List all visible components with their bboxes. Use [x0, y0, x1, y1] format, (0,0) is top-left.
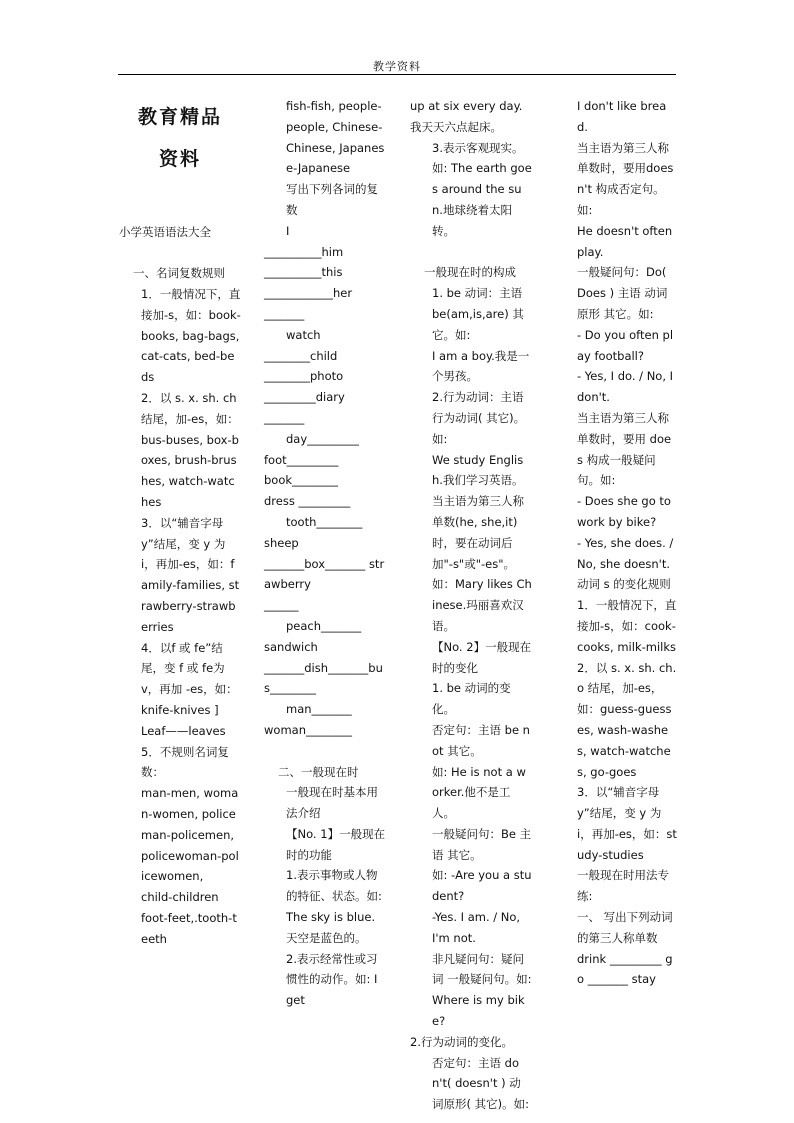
- text-line: Leaf——leaves: [141, 723, 226, 738]
- text-line: 一般现在时基本用法介绍: [286, 785, 378, 821]
- text-line: - Do you often play football?: [577, 327, 674, 363]
- text-line: ____________her: [264, 286, 353, 301]
- text-line: day_________: [286, 431, 359, 446]
- text-line: We study English.我们学习英语。: [432, 452, 524, 488]
- text-line: 【No. 2】一般现在时的变化: [432, 639, 532, 675]
- text-line: man-men, woman-women, policeman-policemen, policewoman-policewomen,: [141, 786, 239, 884]
- text-line: 2．以 s. x. sh. ch 结尾，加-es，如：bus-buses, box-boxes, brush-brushes, watch-watches: [141, 390, 239, 509]
- text-line: 非凡疑问句：疑问词 一般疑问句。如: Where is my bike?: [432, 951, 532, 1029]
- text-line: 小学英语语法大全: [119, 224, 211, 239]
- text-line: 一般疑问句：Be 主语 其它。: [432, 826, 532, 862]
- text-line: child-children: [141, 890, 219, 905]
- text-column-2: [264, 96, 386, 1011]
- text-line: _______dish_______bus________: [264, 660, 383, 696]
- text-line: foot-feet,.tooth-teeth: [141, 910, 237, 946]
- text-line: 1．一般情况下，直接加-s，如：cook-cooks, milk-milks: [577, 598, 677, 654]
- text-line: _______: [264, 306, 305, 321]
- text-line: 二、一般现在时: [278, 764, 359, 779]
- text-line: book________: [264, 473, 339, 488]
- text-line: sandwich: [264, 639, 318, 654]
- text-line: 3．以“辅音字母 y”结尾，变 y 为 i，再加-es，如：family-families, strawberry-strawberries: [141, 515, 240, 634]
- text-line: foot_________: [264, 452, 339, 467]
- text-column-3: [410, 96, 532, 1115]
- text-line: 【No. 1】一般现在时的功能: [286, 826, 386, 862]
- text-line: up at six every day. 我天天六点起床。: [410, 99, 523, 134]
- text-line: sheep: [264, 535, 299, 550]
- text-line: ________child: [264, 348, 338, 363]
- spacer: [119, 201, 241, 222]
- text-line: man_______: [286, 702, 352, 717]
- text-line: __________him: [264, 244, 344, 259]
- text-line: 一、名词复数规则: [133, 266, 225, 281]
- text-line: 1．一般情况下，直接加-s，如：book-books, bag-bags,cat-cats, bed-beds: [141, 286, 241, 385]
- text-line: I am a boy.我是一个男孩。: [432, 348, 530, 384]
- text-line: dress _________: [264, 494, 351, 509]
- spacer: [410, 242, 532, 263]
- text-line: peach_______: [286, 618, 362, 633]
- brand-heading: 资料: [158, 148, 201, 170]
- text-line: I: [286, 223, 290, 238]
- text-line: 如: He is not a worker.他不是工人。: [432, 764, 526, 821]
- text-line: I don't like bread.: [577, 99, 667, 134]
- text-line: _______box_______ strawberry: [264, 556, 385, 592]
- text-line: 1. be 动词的变化。: [432, 681, 511, 717]
- text-line: 3．以“辅音字母 y”结尾，变 y 为 i，再加-es，如：study-studies: [577, 785, 677, 862]
- text-column-4: [555, 96, 677, 990]
- text-line: 一、 写出下列动词的第三人称单数: [577, 910, 673, 945]
- text-line: 一般疑问句：Do( Does ) 主语 动词原形 其它。如:: [577, 265, 668, 321]
- text-line: 动词 s 的变化规则: [577, 577, 671, 592]
- text-line: - Yes, I do. / No, I don't.: [577, 369, 674, 405]
- text-line: tooth________: [286, 514, 363, 529]
- text-line: He doesn't often play.: [577, 223, 673, 259]
- text-line: drink _________ go _______ stay: [577, 951, 673, 987]
- spacer: [264, 741, 386, 762]
- text-line: fish-fish, people-people, Chinese-Chinese, Japanese-Japanese: [286, 99, 385, 176]
- text-line: 如: -Are you a student?: [432, 868, 532, 904]
- text-line: 一般现在时的构成: [424, 265, 516, 280]
- text-line: 当主语为第三人称单数时，要用 does 构成一般疑问句。如:: [577, 410, 672, 488]
- text-line: 2.行为动词的变化。: [410, 1034, 513, 1049]
- text-line: 2．以 s. x. sh. ch. o 结尾，加-es，如：guess-guesses, wash-washes, watch-watches, go-goes: [577, 660, 677, 779]
- text-line: 5．不规则名词复数：: [141, 744, 229, 780]
- text-line: -Yes. I am. / No, I'm not.: [432, 910, 521, 945]
- text-line: 2.行为动词：主语 行为动词( 其它)。如:: [432, 390, 526, 446]
- text-line: _______: [264, 410, 305, 425]
- text-line: 当主语为第三人称单数(he, she,it)时，要在动词后加"-s"或"-es"。如：Mary likes Chinese.玛丽喜欢汉语。: [432, 494, 532, 633]
- text-line: 2.表示经常性或习惯性的动作。如: I get: [286, 951, 378, 1008]
- text-line: 1.表示事物或人物的特征、状态。如: The sky is blue.天空是蓝色的。: [286, 868, 382, 945]
- text-line: 写出下列各词的复数: [286, 182, 378, 217]
- header-divider: [118, 74, 676, 75]
- text-line: 否定句：主语 be not 其它。: [432, 722, 530, 758]
- spacer: [119, 180, 241, 201]
- text-line: 1. be 动词：主语 be(am,is,are) 其它。如:: [432, 286, 524, 342]
- brand-heading: 教育精品: [137, 106, 222, 128]
- text-line: ________photo: [264, 369, 344, 384]
- text-line: 4．以f 或 fe”结尾，变 f 或 fe为 v，再加 -es，如：knife-knives ]: [141, 640, 238, 717]
- text-line: watch: [286, 327, 321, 342]
- spacer: [119, 242, 241, 263]
- text-line: 一般现在时用法专练:: [577, 868, 669, 904]
- page-header-title: 教学资料: [373, 60, 421, 73]
- text-line: ______: [264, 598, 299, 613]
- text-line: 否定句：主语 don't( doesn't ) 动词原形( 其它)。如:: [432, 1055, 530, 1112]
- text-line: - Yes, she does. / No, she doesn't.: [577, 535, 674, 571]
- text-line: 3.表示客观现实。如: The earth goes around the sun.地球绕着太阳转。: [432, 140, 532, 238]
- text-line: __________this: [264, 265, 343, 280]
- text-line: _________diary: [264, 390, 345, 405]
- text-column-1: [119, 96, 241, 949]
- text-line: 当主语为第三人称单数时，要用doesn't 构成否定句。如:: [577, 140, 674, 217]
- text-line: - Does she go to work by bike?: [577, 494, 671, 529]
- text-line: woman________: [264, 722, 352, 737]
